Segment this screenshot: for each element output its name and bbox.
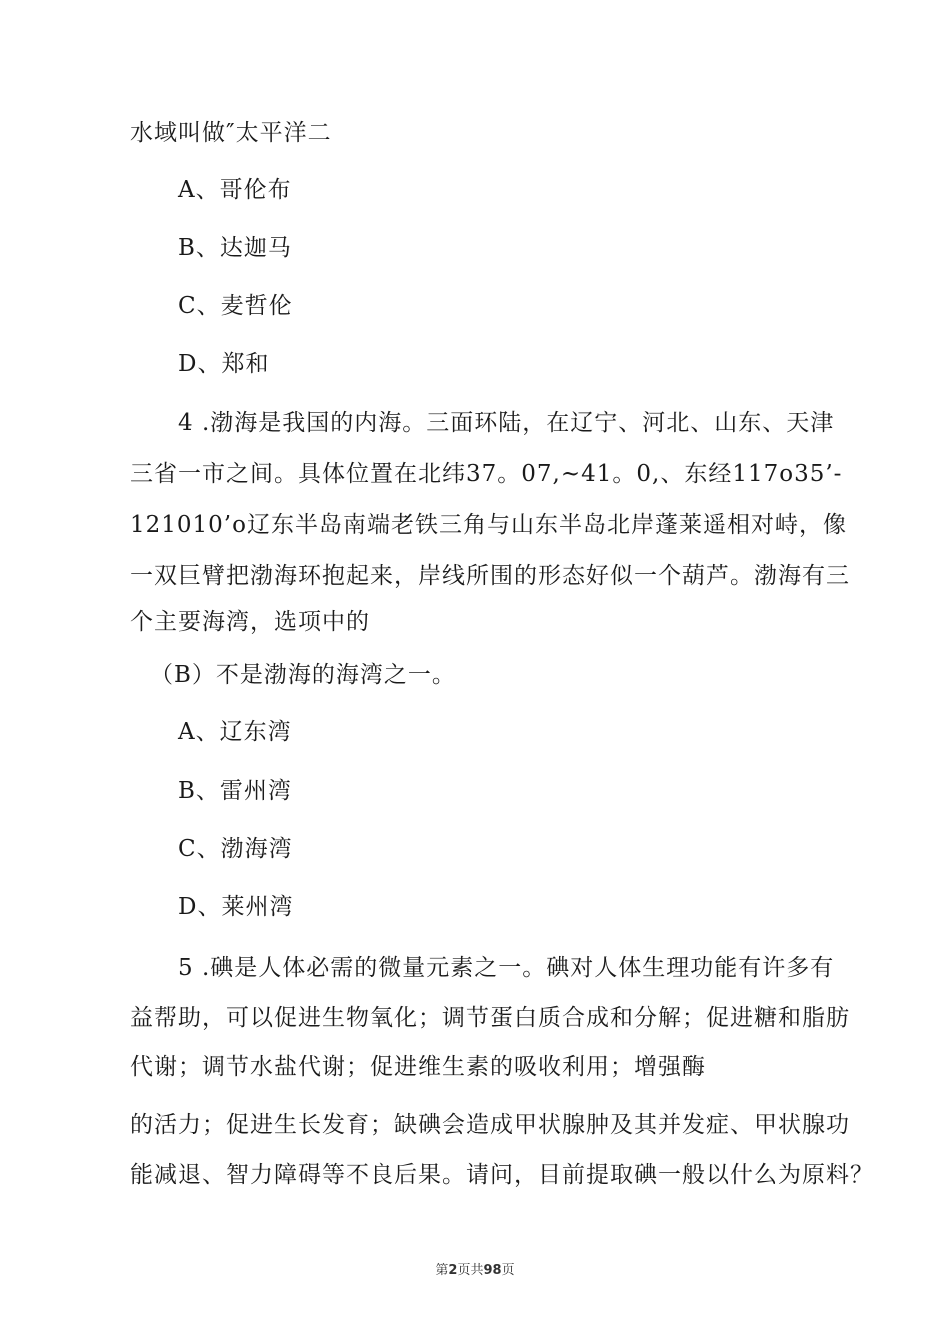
question-5-line: 能减退、智力障碍等不良后果。请问，目前提取碘一般以什么为原料？ <box>130 1162 874 1188</box>
option-d: D、郑和 <box>178 351 270 377</box>
question-4-answer: （B）不是渤海的海湾之一。 <box>150 662 456 688</box>
question-5-line: 5 .碘是人体必需的微量元素之一。碘对人体生理功能有许多有 <box>178 955 835 981</box>
option-a: A、哥伦布 <box>178 177 292 203</box>
page-footer <box>0 1262 950 1280</box>
question-4-line: 4 .渤海是我国的内海。三面环陆，在辽宁、河北、山东、天津 <box>178 410 835 436</box>
question-5-line: 益帮助，可以促进生物氧化；调节蛋白质合成和分解；促进糖和脂肪 <box>130 1005 850 1031</box>
footer-suffix: 页 <box>501 1263 515 1278</box>
footer-middle: 页共 <box>457 1263 484 1278</box>
option-c: C、麦哲伦 <box>178 293 293 319</box>
total-page-count: 98 <box>483 1263 502 1278</box>
option-b: B、达迦马 <box>178 235 292 261</box>
option-a: A、辽东湾 <box>178 719 292 745</box>
option-d: D、莱州湾 <box>178 894 294 920</box>
text-line: 水域叫做″太平洋二 <box>130 120 332 146</box>
question-4-line: 三省一市之间。具体位置在北纬37。07,~41。0,、东经117o35’- <box>130 461 843 487</box>
current-page-number: 2 <box>448 1263 458 1278</box>
question-5-line: 的活力；促进生长发育；缺碘会造成甲状腺肿及其并发症、甲状腺功 <box>130 1112 850 1138</box>
question-4-line: 一双巨臂把渤海环抱起来，岸线所围的形态好似一个葫芦。渤海有三 <box>130 563 850 589</box>
option-c: C、渤海湾 <box>178 836 293 862</box>
footer-prefix: 第 <box>435 1263 449 1278</box>
option-b: B、雷州湾 <box>178 778 292 804</box>
question-5-line: 代谢；调节水盐代谢；促进维生素的吸收利用；增强酶 <box>130 1054 706 1080</box>
question-4-line: 121010’o辽东半岛南端老铁三角与山东半岛北岸蓬莱遥相对峙，像 <box>130 512 847 538</box>
question-4-line: 个主要海湾，选项中的 <box>130 609 370 635</box>
